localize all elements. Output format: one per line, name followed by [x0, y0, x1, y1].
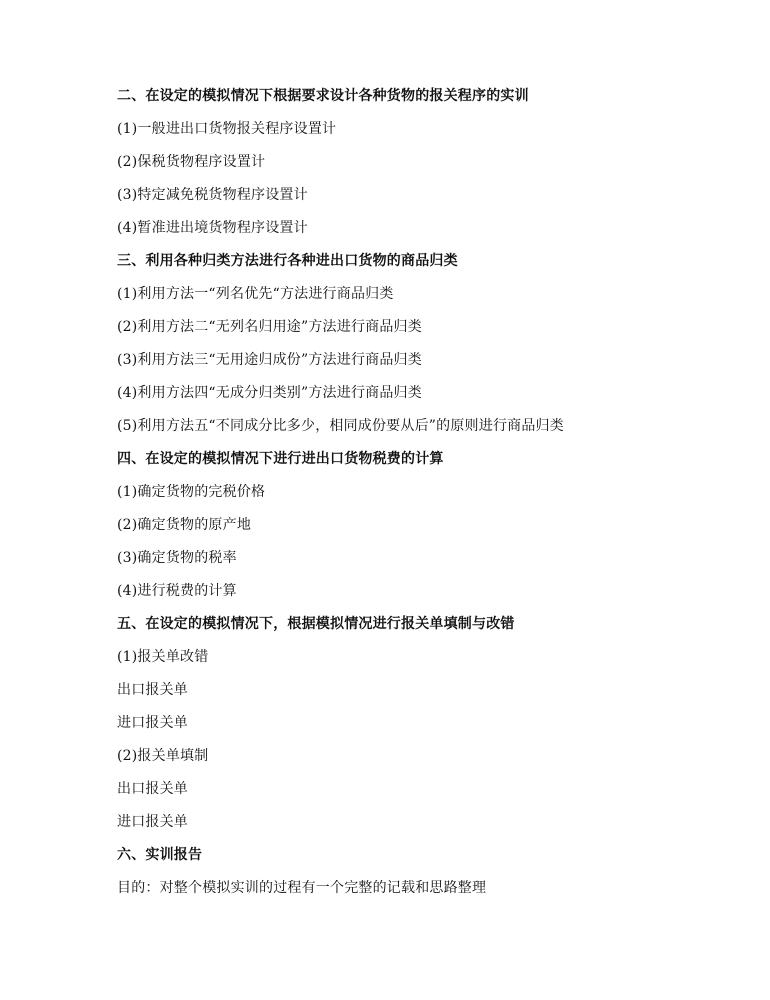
- section-heading-2: 二、在设定的模拟情况下根据要求设计各种货物的报关程序的实训: [117, 88, 529, 104]
- document-page: [117, 84, 737, 909]
- list-item: (4)进行税费的计算: [117, 583, 237, 599]
- section-heading-6: 六、实训报告: [117, 847, 203, 863]
- list-item: (5)利用方法五“不同成分比多少，相同成份要从后”的原则进行商品归类: [117, 418, 564, 434]
- list-item: (2)保税货物程序设置计: [117, 154, 266, 170]
- list-item: (2)报关单填制: [117, 748, 209, 764]
- list-item: (2)利用方法二“无列名归用途”方法进行商品归类: [117, 319, 422, 335]
- section-heading-4: 四、在设定的模拟情况下进行进出口货物税费的计算: [117, 451, 444, 467]
- section-heading-5: 五、在设定的模拟情况下，根据模拟情况进行报关单填制与改错: [117, 616, 515, 632]
- list-item: (3)特定减免税货物程序设置计: [117, 187, 308, 203]
- list-item: 进口报关单: [117, 814, 188, 830]
- list-item: 进口报关单: [117, 715, 188, 731]
- list-item: (1)确定货物的完税价格: [117, 484, 266, 500]
- list-item: (4)利用方法四“无成分归类别”方法进行商品归类: [117, 385, 422, 401]
- list-item: 出口报关单: [117, 781, 188, 797]
- list-item: (1)利用方法一“列名优先“方法进行商品归类: [117, 286, 394, 302]
- list-item: (3)确定货物的税率: [117, 550, 237, 566]
- list-item: (4)暂准进出境货物程序设置计: [117, 220, 308, 236]
- list-item: (3)利用方法三“无用途归成份”方法进行商品归类: [117, 352, 422, 368]
- list-item: (1)报关单改错: [117, 649, 209, 665]
- list-item: 出口报关单: [117, 682, 188, 698]
- list-item: (1)一般进出口货物报关程序设置计: [117, 121, 337, 137]
- paragraph: 目的：对整个模拟实训的过程有一个完整的记载和思路整理: [117, 880, 487, 896]
- list-item: (2)确定货物的原产地: [117, 517, 252, 533]
- section-heading-3: 三、利用各种归类方法进行各种进出口货物的商品归类: [117, 253, 458, 269]
